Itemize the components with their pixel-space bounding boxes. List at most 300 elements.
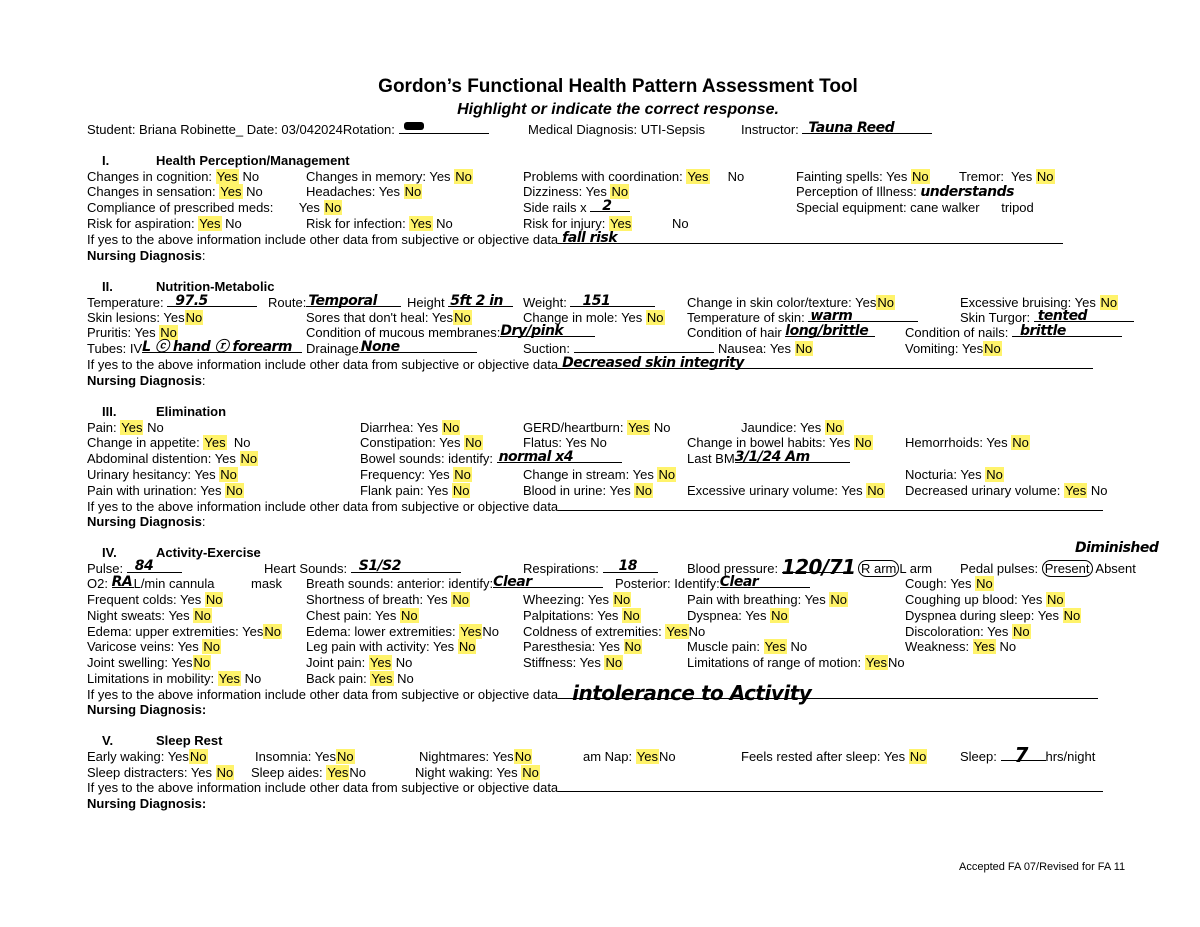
leg-pain-no[interactable]: No <box>458 639 476 654</box>
abdominal-yes[interactable]: Yes <box>214 451 236 466</box>
aspiration-no[interactable]: No <box>225 216 242 231</box>
nap-item: am Nap: YesNo <box>583 749 676 764</box>
fainting-no[interactable]: No <box>911 169 929 184</box>
sleep-value: 7 <box>1014 743 1028 767</box>
sores-item: Sores that don't heal: YesNo <box>306 310 471 325</box>
pain-item: Pain: Yes No <box>87 420 164 435</box>
edema-upper-no[interactable]: No <box>264 624 281 639</box>
insomnia-no[interactable]: No <box>336 749 354 764</box>
distracters-yes[interactable]: Yes <box>190 765 213 780</box>
coordination-yes[interactable]: Yes <box>687 169 709 184</box>
hesitancy-no[interactable]: No <box>220 467 237 482</box>
hemorrhoids-yes[interactable]: Yes <box>986 435 1008 450</box>
night-waking-no[interactable]: No <box>522 765 539 780</box>
rotation-line <box>399 122 489 134</box>
tremor-item: Tremor: Yes No <box>959 169 1054 184</box>
nap-yes[interactable]: Yes <box>636 749 658 764</box>
hesitancy-item: Urinary hesitancy: Yes No <box>87 467 237 482</box>
breath-anterior-item: Breath sounds: anterior: identify: Clear <box>306 576 603 591</box>
mobility-item: Limitations in mobility: Yes No <box>87 671 262 686</box>
o2-item: O2: RA L/min cannula <box>87 574 215 591</box>
stiffness-no[interactable]: No <box>605 655 623 670</box>
chest-yes[interactable]: Yes <box>375 608 397 623</box>
instructor-line <box>802 122 932 134</box>
bruising-no[interactable]: No <box>1100 295 1118 310</box>
section-5-title: Sleep Rest <box>156 733 223 748</box>
sweats-yes[interactable]: Yes <box>168 608 190 623</box>
nightmares-no[interactable]: No <box>514 749 532 764</box>
dyspnea-sleep-item: Dyspnea during sleep: Yes No <box>905 608 1081 623</box>
sweats-item: Night sweats: Yes No <box>87 608 211 623</box>
weakness-no[interactable]: No <box>999 639 1017 654</box>
leg-pain-yes[interactable]: Yes <box>432 639 455 654</box>
stiffness-item: Stiffness: Yes No <box>523 655 623 670</box>
dyspnea-no[interactable]: No <box>771 608 788 623</box>
vomiting-yes[interactable]: Yes <box>961 341 984 356</box>
aides-no[interactable]: No <box>349 765 367 780</box>
respirations-item: Respirations: 18 <box>523 561 658 576</box>
memory-yes[interactable]: Yes <box>429 169 451 184</box>
dyspnea-sleep-no[interactable]: No <box>1063 608 1081 623</box>
rested-no[interactable]: No <box>909 749 927 764</box>
medical-diagnosis: Medical Diagnosis: UTI-Sepsis <box>528 122 706 137</box>
rom-yes[interactable]: Yes <box>865 655 887 670</box>
suction-item: Suction: <box>523 341 714 356</box>
hesitancy-yes[interactable]: Yes <box>194 467 216 482</box>
skin-color-yes[interactable]: Yes <box>855 295 877 310</box>
mole-item: Change in mole: Yes No <box>523 310 664 325</box>
s1-other-value: fall risk <box>562 230 618 246</box>
edema-upper-item: Edema: upper extremities: YesNo <box>87 624 281 639</box>
student-row <box>87 122 489 137</box>
dyspnea-sleep-yes[interactable]: Yes <box>1037 608 1059 623</box>
pedal-absent[interactable]: Absent <box>1095 561 1136 576</box>
side-rails-item: Side rails x 2 <box>523 200 630 215</box>
dizziness-no[interactable]: No <box>611 184 629 199</box>
gerd-yes[interactable]: Yes <box>628 420 650 435</box>
turgor-item: Skin Turgor: tented <box>960 310 1134 325</box>
bp-item: Blood pressure: 120/71 <box>687 555 856 579</box>
section-1-number: I. <box>102 153 110 168</box>
mucous-value: Dry/pink <box>500 323 564 339</box>
muscle-item: Muscle pain: Yes No <box>687 639 808 654</box>
skin-color-no[interactable]: No <box>877 295 894 310</box>
height-value: 5ft 2 in <box>450 293 503 309</box>
lesions-yes[interactable]: Yes <box>163 310 185 325</box>
back-pain-yes[interactable]: Yes <box>371 671 393 686</box>
frequency-yes[interactable]: Yes <box>428 467 450 482</box>
pruritis-item: Pruritis: Yes No <box>87 325 177 340</box>
weakness-item: Weakness: Yes No <box>905 639 1017 654</box>
equipment-item: Special equipment: cane walker tripod <box>796 200 1034 215</box>
hemorrhoids-no[interactable]: No <box>1012 435 1029 450</box>
page-subtitle: Highlight or indicate the correct response. <box>457 101 779 118</box>
appetite-yes[interactable]: Yes <box>204 435 226 450</box>
vomiting-no[interactable]: No <box>984 341 1001 356</box>
flank-item: Flank pain: Yes No <box>360 483 470 498</box>
discoloration-no[interactable]: No <box>1013 624 1030 639</box>
decreased-yes[interactable]: Yes <box>1064 483 1087 498</box>
student-label: Student: Briana Robinette_ <box>87 122 244 137</box>
tubes-value: L ⓒ hand ⓡ forearm <box>142 339 293 355</box>
edema-lower-item: Edema: lower extremities: YesNo <box>306 624 500 639</box>
fainting-item: Fainting spells: Yes No <box>796 169 929 184</box>
bruising-item: Excessive bruising: Yes No <box>960 295 1118 310</box>
lesions-item: Skin lesions: YesNo <box>87 310 203 325</box>
side-rails-line <box>590 200 630 212</box>
nocturia-item: Nocturia: Yes No <box>905 467 1003 482</box>
discoloration-yes[interactable]: Yes <box>987 624 1009 639</box>
nails-item: Condition of nails: brittle <box>905 325 1122 340</box>
injury-no[interactable]: No <box>671 216 689 231</box>
mole-no[interactable]: No <box>646 310 664 325</box>
hair-value: long/brittle <box>785 323 869 339</box>
flank-no[interactable]: No <box>452 483 470 498</box>
bowel-habits-item: Change in bowel habits: Yes No <box>687 435 872 450</box>
jaundice-no[interactable]: No <box>825 420 843 435</box>
infection-item: Risk for infection: Yes No <box>306 216 453 231</box>
blood-yes[interactable]: Yes <box>609 483 631 498</box>
bruising-yes[interactable]: Yes <box>1074 295 1096 310</box>
instructor-label: Instructor: <box>741 122 799 137</box>
coldness-yes[interactable]: Yes <box>666 624 688 639</box>
s2-other-data: If yes to the above information include other data from subjective or objective data Decreased skin integrity <box>87 357 1093 372</box>
cognition-item: Changes in cognition: Yes No <box>87 169 260 184</box>
s4-nursing-diagnosis: Nursing Diagnosis: <box>87 702 207 717</box>
s5-nursing-diagnosis: Nursing Diagnosis: <box>87 796 207 811</box>
coldness-no[interactable]: No <box>688 624 706 639</box>
s3-nursing-diagnosis: Nursing Diagnosis: <box>87 514 206 529</box>
infection-yes[interactable]: Yes <box>410 216 432 231</box>
section-4-number: IV. <box>102 545 117 560</box>
arm-item <box>858 561 932 576</box>
early-waking-item: Early waking: YesNo <box>87 749 207 764</box>
section-1-title: Health Perception/Management <box>156 153 350 168</box>
section-2-title: Nutrition-Metabolic <box>156 279 275 294</box>
night-waking-yes[interactable]: Yes <box>496 765 518 780</box>
joint-swelling-yes[interactable]: Yes <box>171 655 193 670</box>
blood-item: Blood in urine: Yes No <box>523 483 652 498</box>
section-3-number: III. <box>102 404 117 419</box>
injury-yes[interactable]: Yes <box>609 216 632 231</box>
flatus-item: Flatus: Yes No <box>523 435 607 450</box>
nausea-item: Nausea: Yes No <box>718 341 813 356</box>
coordination-item: Problems with coordination: Yes No <box>523 169 745 184</box>
bowel-sounds-item: Bowel sounds: identify: normal x4 <box>360 451 622 466</box>
stiffness-yes[interactable]: Yes <box>579 655 601 670</box>
nightmares-yes[interactable]: Yes <box>492 749 514 764</box>
gerd-item: GERD/heartburn: Yes No <box>523 420 671 435</box>
wheezing-no[interactable]: No <box>613 592 631 607</box>
paresthesia-yes[interactable]: Yes <box>598 639 620 654</box>
frequency-item: Frequency: Yes No <box>360 467 471 482</box>
tubes-item: Tubes: IV L ⓒ hand ⓡ forearm <box>87 341 302 356</box>
r-arm[interactable]: R arm <box>858 560 899 577</box>
breath-posterior-value: Clear <box>719 574 759 590</box>
blood-no[interactable]: No <box>635 483 652 498</box>
rested-item: Feels rested after sleep: Yes No <box>741 749 927 764</box>
date-label: Date: 03/042024Rotation: <box>246 122 395 137</box>
paresthesia-no[interactable]: No <box>624 639 642 654</box>
distracters-no[interactable]: No <box>216 765 234 780</box>
l-arm[interactable]: L arm <box>899 561 933 576</box>
tremor-yes[interactable]: Yes <box>1011 169 1033 184</box>
heart-item: Heart Sounds: S1/S2 <box>264 561 461 576</box>
abdominal-no[interactable]: No <box>240 451 258 466</box>
pedal-note: Diminished <box>1075 540 1159 556</box>
route-item: Route: Temporal <box>268 295 401 310</box>
edema-lower-yes[interactable]: Yes <box>460 624 482 639</box>
pain-no[interactable]: No <box>147 420 164 435</box>
early-waking-no[interactable]: No <box>189 749 207 764</box>
vomiting-item: Vomiting: YesNo <box>905 341 1001 356</box>
mobility-no[interactable]: No <box>244 671 262 686</box>
sores-no[interactable]: No <box>454 310 471 325</box>
discoloration-item: Discoloration: Yes No <box>905 624 1030 639</box>
diarrhea-yes[interactable]: Yes <box>416 420 439 435</box>
cognition-no[interactable]: No <box>242 169 260 184</box>
rom-no[interactable]: No <box>888 655 905 670</box>
fainting-yes[interactable]: Yes <box>886 169 908 184</box>
abdominal-item: Abdominal distention: Yes No <box>87 451 258 466</box>
sensation-no[interactable]: No <box>246 184 263 199</box>
pulse-value: 84 <box>134 558 154 574</box>
stream-item: Change in stream: Yes No <box>523 467 676 482</box>
coldness-item: Coldness of extremities: YesNo <box>523 624 706 639</box>
nightmares-item: Nightmares: YesNo <box>419 749 532 764</box>
appetite-item: Change in appetite: Yes No <box>87 435 251 450</box>
colds-no[interactable]: No <box>205 592 223 607</box>
urination-item: Pain with urination: Yes No <box>87 483 243 498</box>
coughing-blood-yes[interactable]: Yes <box>1021 592 1043 607</box>
back-pain-no[interactable]: No <box>397 671 414 686</box>
flatus-no[interactable]: No <box>590 435 607 450</box>
bp-value: 120/71 <box>781 555 856 579</box>
flank-yes[interactable]: Yes <box>426 483 449 498</box>
drainage-item: Drainage None <box>306 341 477 356</box>
infection-no[interactable]: No <box>436 216 453 231</box>
constipation-item: Constipation: Yes No <box>360 435 482 450</box>
joint-swelling-no[interactable]: No <box>193 655 211 670</box>
night-waking-item: Night waking: Yes No <box>415 765 539 780</box>
section-4-title: Activity-Exercise <box>156 545 261 560</box>
section-5-number: V. <box>102 733 114 748</box>
palpitations-item: Palpitations: Yes No <box>523 608 640 623</box>
diarrhea-item: Diarrhea: Yes No <box>360 420 460 435</box>
sores-yes[interactable]: Yes <box>431 310 454 325</box>
pulse-item: Pulse: 84 <box>87 561 182 576</box>
height-item: Height 5ft 2 in <box>407 295 513 310</box>
sensation-yes[interactable]: Yes <box>220 184 242 199</box>
mole-yes[interactable]: Yes <box>621 310 643 325</box>
flatus-yes[interactable]: Yes <box>565 435 587 450</box>
cognition-yes[interactable]: Yes <box>216 169 238 184</box>
sweats-no[interactable]: No <box>194 608 211 623</box>
nausea-yes[interactable]: Yes <box>769 341 792 356</box>
excessive-yes[interactable]: Yes <box>841 483 863 498</box>
muscle-no[interactable]: No <box>790 639 808 654</box>
pedal-present[interactable]: Present <box>1042 560 1093 577</box>
pain-yes[interactable]: Yes <box>121 420 143 435</box>
page-title: Gordon’s Functional Health Pattern Assessment Tool <box>378 76 858 97</box>
varicose-item: Varicose veins: Yes No <box>87 639 221 654</box>
sob-no[interactable]: No <box>452 592 469 607</box>
illness-item: Perception of Illness: understands <box>796 184 1014 200</box>
joint-pain-item: Joint pain: Yes No <box>306 655 413 670</box>
pain-breathing-yes[interactable]: Yes <box>804 592 826 607</box>
last-bm-value: 3/1/24 Am <box>734 449 810 465</box>
joint-pain-no[interactable]: No <box>395 655 413 670</box>
muscle-yes[interactable]: Yes <box>764 639 786 654</box>
decreased-no[interactable]: No <box>1090 483 1108 498</box>
temperature-value: 97.5 <box>175 293 208 309</box>
compliance-item: Compliance of prescribed meds: Yes No <box>87 200 342 215</box>
palpitations-no[interactable]: No <box>623 608 640 623</box>
urination-no[interactable]: No <box>226 483 243 498</box>
colds-item: Frequent colds: Yes No <box>87 592 223 607</box>
nausea-no[interactable]: No <box>795 341 813 356</box>
section-3-title: Elimination <box>156 404 227 419</box>
heart-value: S1/S2 <box>358 558 401 574</box>
rested-yes[interactable]: Yes <box>883 749 906 764</box>
leg-pain-item: Leg pain with activity: Yes No <box>306 639 476 654</box>
dyspnea-item: Dyspnea: Yes No <box>687 608 788 623</box>
joint-swelling-item: Joint swelling: YesNo <box>87 655 211 670</box>
colds-yes[interactable]: Yes <box>180 592 202 607</box>
lesions-no[interactable]: No <box>185 310 203 325</box>
wheezing-yes[interactable]: Yes <box>587 592 610 607</box>
breath-anterior-value: Clear <box>493 574 532 590</box>
s4-other-value: intolerance to Activity <box>572 681 812 705</box>
sob-yes[interactable]: Yes <box>426 592 448 607</box>
early-waking-yes[interactable]: Yes <box>167 749 189 764</box>
skin-temp-item: Temperature of skin: warm <box>687 310 918 325</box>
tremor-no[interactable]: No <box>1036 169 1054 184</box>
compliance-no[interactable]: No <box>324 200 342 215</box>
coughing-blood-no[interactable]: No <box>1047 592 1064 607</box>
compliance-yes[interactable]: Yes <box>298 200 320 215</box>
s2-nursing-diagnosis: Nursing Diagnosis: <box>87 373 206 388</box>
aspiration-yes[interactable]: Yes <box>199 216 221 231</box>
side-rails-value: 2 <box>602 198 612 214</box>
jaundice-yes[interactable]: Yes <box>800 420 822 435</box>
appetite-no[interactable]: No <box>233 435 251 450</box>
coughing-blood-item: Coughing up blood: Yes No <box>905 592 1064 607</box>
insomnia-item: Insomnia: YesNo <box>255 749 354 764</box>
paresthesia-item: Paresthesia: Yes No <box>523 639 642 654</box>
s1-nursing-diagnosis: Nursing Diagnosis: <box>87 248 206 263</box>
excessive-item: Excessive urinary volume: Yes No <box>687 483 884 498</box>
pruritis-no[interactable]: No <box>160 325 177 340</box>
rom-item: Limitations of range of motion: YesNo <box>687 655 905 670</box>
insomnia-yes[interactable]: Yes <box>314 749 336 764</box>
sleep-item: Sleep: 7 hrs/night <box>960 743 1096 767</box>
stream-yes[interactable]: Yes <box>632 467 654 482</box>
bowel-sounds-value: normal x4 <box>498 449 574 465</box>
memory-item: Changes in memory: Yes No <box>306 169 472 184</box>
aspiration-item: Risk for aspiration: Yes No <box>87 216 242 231</box>
pain-breathing-no[interactable]: No <box>830 592 848 607</box>
constipation-yes[interactable]: Yes <box>439 435 461 450</box>
dizziness-yes[interactable]: Yes <box>585 184 607 199</box>
nap-no[interactable]: No <box>658 749 676 764</box>
memory-no[interactable]: No <box>455 169 472 184</box>
respirations-value: 18 <box>618 558 637 574</box>
headaches-yes[interactable]: Yes <box>378 184 400 199</box>
skin-temp-value: warm <box>810 308 853 324</box>
turgor-value: tented <box>1037 308 1088 324</box>
edema-lower-no[interactable]: No <box>482 624 500 639</box>
nocturia-yes[interactable]: Yes <box>960 467 982 482</box>
stream-no[interactable]: No <box>658 467 676 482</box>
instructor-row <box>741 122 932 137</box>
aides-item: Sleep aides: YesNo <box>251 765 367 780</box>
pruritis-yes[interactable]: Yes <box>134 325 156 340</box>
urination-yes[interactable]: Yes <box>200 483 222 498</box>
footer-text: Accepted FA 07/Revised for FA 11 <box>959 861 1126 873</box>
s2-other-value: Decreased skin integrity <box>562 355 744 371</box>
constipation-no[interactable]: No <box>465 435 482 450</box>
route-value: Temporal <box>308 293 377 309</box>
section-2-number: II. <box>102 279 113 294</box>
chest-no[interactable]: No <box>401 608 418 623</box>
breath-posterior-item: Posterior: Identify: Clear <box>615 576 810 591</box>
back-pain-item: Back pain: Yes No <box>306 671 414 686</box>
dyspnea-yes[interactable]: Yes <box>745 608 767 623</box>
pain-breathing-item: Pain with breathing: Yes No <box>687 592 848 607</box>
edema-upper-yes[interactable]: Yes <box>242 624 264 639</box>
pedal-item: Pedal pulses: Present Absent <box>960 561 1136 576</box>
weight-item: Weight: 151 <box>523 295 655 310</box>
drainage-value: None <box>360 339 400 355</box>
injury-item: Risk for injury: Yes No <box>523 216 689 231</box>
weight-value: 151 <box>582 293 611 309</box>
mobility-yes[interactable]: Yes <box>218 671 240 686</box>
nocturia-no[interactable]: No <box>986 467 1003 482</box>
s5-other-data: If yes to the above information include other data from subjective or objective data <box>87 780 1103 795</box>
s3-other-data: If yes to the above information include other data from subjective or objective data <box>87 499 1103 514</box>
s1-other-data: If yes to the above information include other data from subjective or objective data fall risk <box>87 232 1063 247</box>
headaches-no[interactable]: No <box>404 184 422 199</box>
gerd-no[interactable]: No <box>653 420 671 435</box>
bowel-habits-no[interactable]: No <box>855 435 872 450</box>
mask-item: mask <box>251 576 283 591</box>
instructor-value: Tauna Reed <box>808 120 895 136</box>
cough-no[interactable]: No <box>976 576 993 591</box>
hemorrhoids-item: Hemorrhoids: Yes No <box>905 435 1029 450</box>
palpitations-yes[interactable]: Yes <box>597 608 619 623</box>
mucous-item: Condition of mucous membranes: Dry/pink <box>306 325 595 340</box>
skin-color-item: Change in skin color/texture: YesNo <box>687 295 894 310</box>
aides-yes[interactable]: Yes <box>327 765 349 780</box>
nails-value: brittle <box>1019 323 1066 339</box>
coordination-no[interactable]: No <box>727 169 745 184</box>
varicose-yes[interactable]: Yes <box>177 639 199 654</box>
bowel-habits-yes[interactable]: Yes <box>829 435 851 450</box>
varicose-no[interactable]: No <box>203 639 221 654</box>
weakness-yes[interactable]: Yes <box>973 639 995 654</box>
excessive-no[interactable]: No <box>867 483 884 498</box>
diarrhea-no[interactable]: No <box>442 420 460 435</box>
frequency-no[interactable]: No <box>454 467 471 482</box>
chest-item: Chest pain: Yes No <box>306 608 418 623</box>
joint-pain-yes[interactable]: Yes <box>369 655 392 670</box>
temperature-item: Temperature: 97.5 <box>87 295 257 310</box>
hair-item: Condition of hair long/brittle <box>687 325 875 340</box>
cough-yes[interactable]: Yes <box>950 576 972 591</box>
headaches-item: Headaches: Yes No <box>306 184 422 199</box>
cough-item: Cough: Yes No <box>905 576 993 591</box>
